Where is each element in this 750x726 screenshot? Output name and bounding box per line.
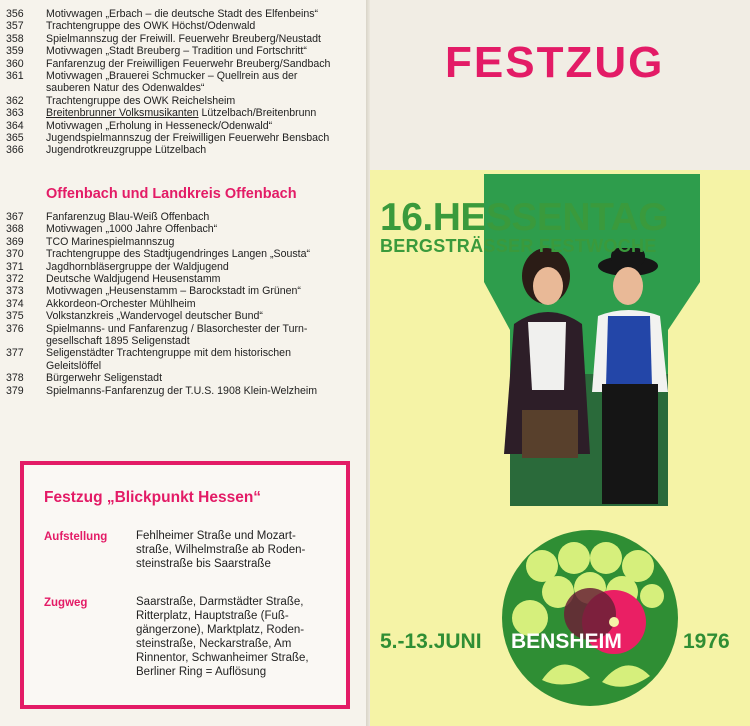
list-item xyxy=(6,323,317,335)
list-item-number: 377 xyxy=(6,347,24,360)
list-item-text: Breitenbrunner Volksmusikanten Lützelbach/Breitenbrunn xyxy=(46,107,317,120)
zugweg-line: Berliner Ring = Auflösung xyxy=(136,666,267,678)
list-item xyxy=(6,70,330,82)
list-item xyxy=(6,120,330,132)
aufstellung-label: Aufstellung xyxy=(44,531,108,543)
festival-year: 1976 xyxy=(683,630,730,653)
list-item-text: Jagdhornbläsergruppe der Waldjugend xyxy=(46,260,229,273)
list-item-text: Trachtengruppe des OWK Höchst/Odenwald xyxy=(46,20,256,33)
list-item xyxy=(6,223,317,235)
list-item-number: 360 xyxy=(6,57,24,70)
list-item-text: Motivwagen „Brauerei Schmucker – Quellrein aus der xyxy=(46,70,298,83)
hessentag-subtitle: BERGSTRÄSSER FESTWOCHE xyxy=(380,236,657,256)
list-item-number: 368 xyxy=(6,223,24,236)
list-item-number xyxy=(6,335,46,347)
list-item-text: Spielmanns- und Fanfarenzug / Blasorchester der Turn- xyxy=(46,322,308,335)
list-item-text: Fanfarenzug Blau-Weiß Offenbach xyxy=(46,211,210,223)
list-item-text: Volkstanzkreis „Wandervogel deutscher Bund“ xyxy=(46,310,263,323)
list-item-number: 356 xyxy=(6,8,24,20)
list-item-number: 371 xyxy=(6,260,24,273)
list-item xyxy=(6,211,317,223)
aufstellung-line: straße, Wilhelmstraße ab Roden- xyxy=(136,544,306,556)
list-item xyxy=(6,273,317,285)
list-item-number: 365 xyxy=(6,132,24,145)
list-item xyxy=(6,58,330,70)
list-item xyxy=(6,8,330,20)
list-item-number xyxy=(6,82,46,94)
list-item-text: Motivwagen „1000 Jahre Offenbach“ xyxy=(46,223,218,236)
list-item-text: Seligenstädter Trachtengruppe mit dem historischen xyxy=(46,347,291,360)
list-item-number: 375 xyxy=(6,310,24,323)
festzug-heading: FESTZUG xyxy=(445,38,665,87)
list-item-text: Spielmanns-Fanfarenzug der T.U.S. 1908 Klein-Welzheim xyxy=(46,384,318,397)
list-item xyxy=(6,285,317,297)
list-item-number: 358 xyxy=(6,32,24,45)
list-item-text: Motivwagen „Erbach – die deutsche Stadt des Elfenbeins“ xyxy=(46,8,319,20)
list-item xyxy=(6,298,317,310)
list-item-number: 366 xyxy=(6,144,24,157)
zugweg-label: Zugweg xyxy=(44,597,88,609)
parade-list-bottom xyxy=(6,211,317,397)
list-item-number: 369 xyxy=(6,235,24,248)
list-item-text: Trachtengruppe des Stadtjugendringes Langen „Sousta“ xyxy=(46,248,311,261)
list-item-number: 357 xyxy=(6,20,24,33)
list-item xyxy=(6,107,330,119)
list-item-number: 370 xyxy=(6,248,24,261)
zugweg-line: steinstraße, Neckarstraße, Am xyxy=(136,638,292,650)
list-item xyxy=(6,248,317,260)
list-item xyxy=(6,261,317,273)
list-item-number: 379 xyxy=(6,384,24,397)
zugweg-line: Ritterplatz, Hauptstraße (Fuß- xyxy=(136,610,289,622)
list-item-number: 376 xyxy=(6,322,24,335)
section-title-offenbach: Offenbach und Landkreis Offenbach xyxy=(46,186,297,202)
list-item xyxy=(6,33,330,45)
festival-city: BENSHEIM xyxy=(511,630,622,653)
zugweg-line: gängerzone), Marktplatz, Roden- xyxy=(136,624,305,636)
list-item-text: Motivwagen „Erholung in Hesseneck/Odenwald“ xyxy=(46,119,273,132)
list-item-text: gesellschaft 1895 Seligenstadt xyxy=(46,335,190,348)
list-item xyxy=(6,347,317,359)
list-item-text: Trachtengruppe des OWK Reichelsheim xyxy=(46,94,236,107)
festival-dates: 5.-13.JUNI xyxy=(380,630,482,653)
hessentag-title: 16.HESSENTAG xyxy=(380,196,669,239)
list-item xyxy=(6,95,330,107)
list-item-number: 372 xyxy=(6,273,24,286)
festzug-info-box xyxy=(20,461,350,709)
list-item-text: Motivwagen „Heusenstamm – Barockstadt im Grünen“ xyxy=(46,285,301,298)
list-item-number: 364 xyxy=(6,119,24,132)
zugweg-text xyxy=(136,595,309,679)
list-item-text: Geleitslöffel xyxy=(46,359,102,372)
zugweg-line: Rinnentor, Schwanheimer Straße, xyxy=(136,652,309,664)
list-item-number: 373 xyxy=(6,285,24,298)
list-item xyxy=(6,132,330,144)
box-title: Festzug „Blickpunkt Hessen“ xyxy=(44,489,262,506)
zugweg-line: Saarstraße, Darmstädter Straße, xyxy=(136,596,304,608)
list-item xyxy=(6,45,330,57)
list-item xyxy=(6,335,317,347)
hessentag-emblem-icon xyxy=(502,530,678,706)
list-item-text: TCO Marinespielmannszug xyxy=(46,235,175,248)
list-item xyxy=(6,310,317,322)
list-item xyxy=(6,144,330,156)
list-item xyxy=(6,360,317,372)
list-item xyxy=(6,372,317,384)
list-item xyxy=(6,20,330,32)
list-item-text: Motivwagen „Stadt Breuberg – Tradition und Fortschritt“ xyxy=(46,45,307,58)
list-item-text: Akkordeon-Orchester Mühlheim xyxy=(46,297,196,310)
list-item-text: Jugendspielmannszug der Freiwilligen Feuerwehr Bensbach xyxy=(46,132,330,145)
list-item xyxy=(6,236,317,248)
list-item-text: Spielmannszug der Freiwill. Feuerwehr Breuberg/Neustadt xyxy=(46,32,321,45)
aufstellung-text xyxy=(136,529,305,571)
list-item-number: 367 xyxy=(6,211,24,223)
list-item-text: Fanfarenzug der Freiwilligen Feuerwehr Breuberg/Sandbach xyxy=(46,57,331,70)
list-item-text: Deutsche Waldjugend Heusenstamm xyxy=(46,273,221,286)
list-item xyxy=(6,82,330,94)
aufstellung-line: steinstraße bis Saarstraße xyxy=(136,558,271,570)
list-item-number: 374 xyxy=(6,297,24,310)
list-item-number: 378 xyxy=(6,372,24,385)
list-item-text: sauberen Natur des Odenwaldes“ xyxy=(46,82,205,95)
list-item xyxy=(6,385,317,397)
parade-list-top xyxy=(6,8,330,157)
list-item-number: 363 xyxy=(6,107,24,120)
list-item-number: 361 xyxy=(6,70,24,83)
list-item-text: Bürgerwehr Seligenstadt xyxy=(46,372,163,385)
list-item-number: 362 xyxy=(6,94,24,107)
list-item-number xyxy=(6,360,46,372)
list-item-number: 359 xyxy=(6,45,24,58)
aufstellung-line: Fehlheimer Straße und Mozart- xyxy=(136,530,296,542)
list-item-text: Jugendrotkreuzgruppe Lützelbach xyxy=(46,144,207,157)
